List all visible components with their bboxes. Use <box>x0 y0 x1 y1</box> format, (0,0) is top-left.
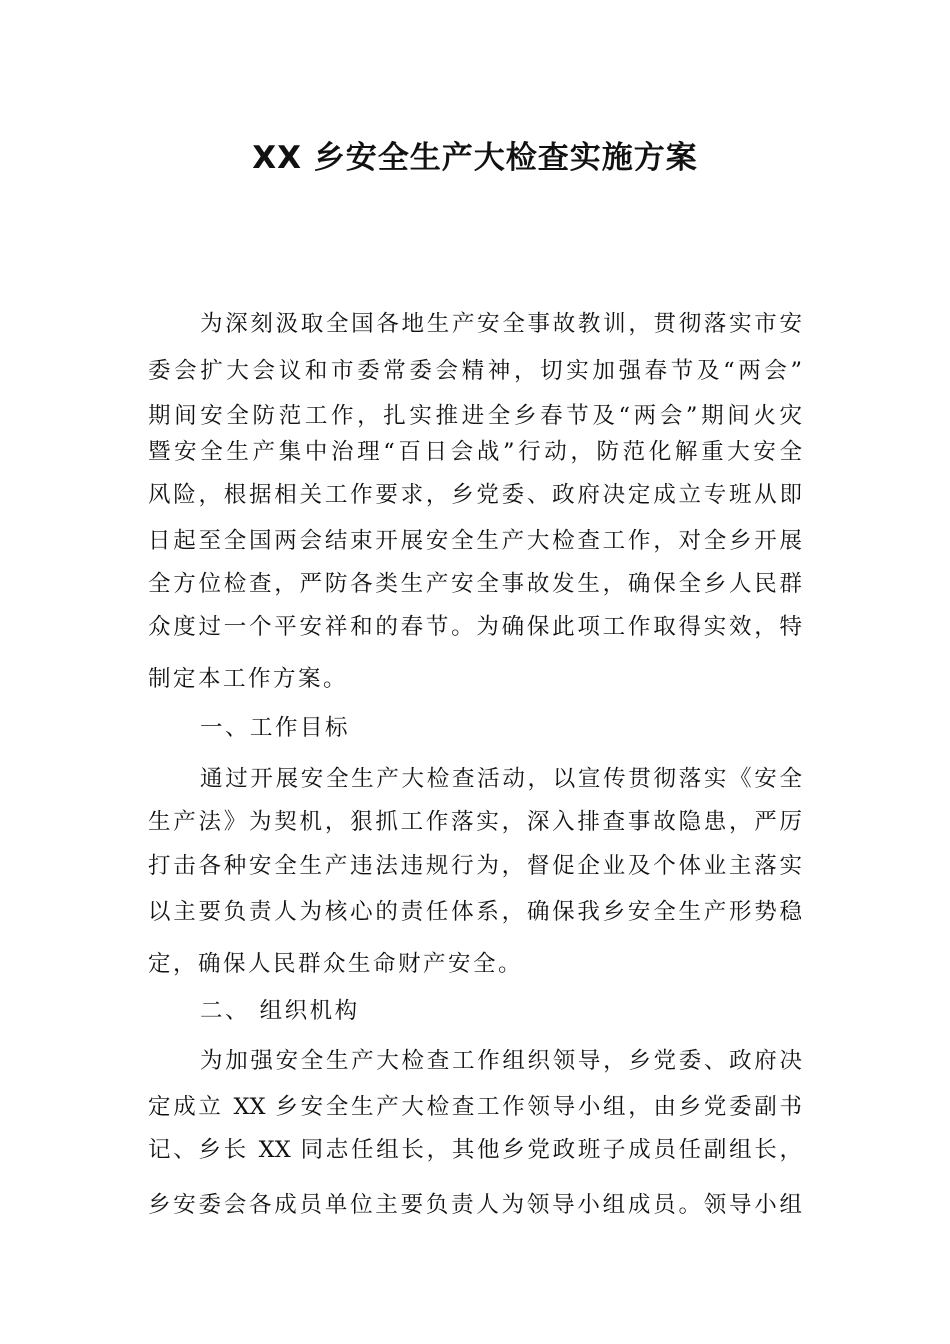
paragraph-line: 乡安委会各成员单位主要负责人为领导小组成员。领导小组 <box>148 1192 802 1218</box>
paragraph-line: 全方位检查，严防各类生产安全事故发生，确保全乡人民群 <box>148 571 802 597</box>
paragraph-line: 委会扩大会议和市委常委会精神，切实加强春节及“两会” <box>148 358 802 384</box>
paragraph-line: 生产法》为契机，狠抓工作落实，深入排查事故隐患，严厉 <box>148 809 802 835</box>
paragraph-line: 定成立 XX 乡安全生产大检查工作领导小组，由乡党委副书 <box>148 1094 802 1120</box>
paragraph-line: 定，确保人民群众生命财产安全。 <box>148 951 524 977</box>
paragraph-line: 期间安全防范工作，扎实推进全乡春节及“两会”期间火灾 <box>148 403 802 429</box>
paragraph-line: 日起至全国两会结束开展安全生产大检查工作，对全乡开展 <box>148 528 802 554</box>
section-heading-work-goal: 一、工作目标 <box>200 715 351 741</box>
paragraph-line: 通过开展安全生产大检查活动，以宣传贯彻落实《安全 <box>200 766 802 792</box>
paragraph-line: 记、乡长 XX 同志任组长，其他乡党政班子成员任副组长， <box>148 1137 802 1163</box>
paragraph-line: 为深刻汲取全国各地生产安全事故教训，贯彻落实市安 <box>200 311 802 337</box>
section-heading-organization: 二、 组织机构 <box>200 998 360 1024</box>
paragraph-line: 制定本工作方案。 <box>148 666 349 692</box>
paragraph-line: 为加强安全生产大检查工作组织领导，乡党委、政府决 <box>200 1048 802 1074</box>
paragraph-line: 以主要负责人为核心的责任体系，确保我乡安全生产形势稳 <box>148 899 802 925</box>
paragraph-line: 暨安全生产集中治理“百日会战”行动，防范化解重大安全 <box>148 439 802 465</box>
paragraph-line: 风险，根据相关工作要求，乡党委、政府决定成立专班从即 <box>148 482 802 508</box>
paragraph-line: 打击各种安全生产违法违规行为，督促企业及个体业主落实 <box>148 853 802 879</box>
document-title: XX 乡安全生产大检查实施方案 <box>252 140 698 176</box>
paragraph-line: 众度过一个平安祥和的春节。为确保此项工作取得实效，特 <box>148 614 802 640</box>
